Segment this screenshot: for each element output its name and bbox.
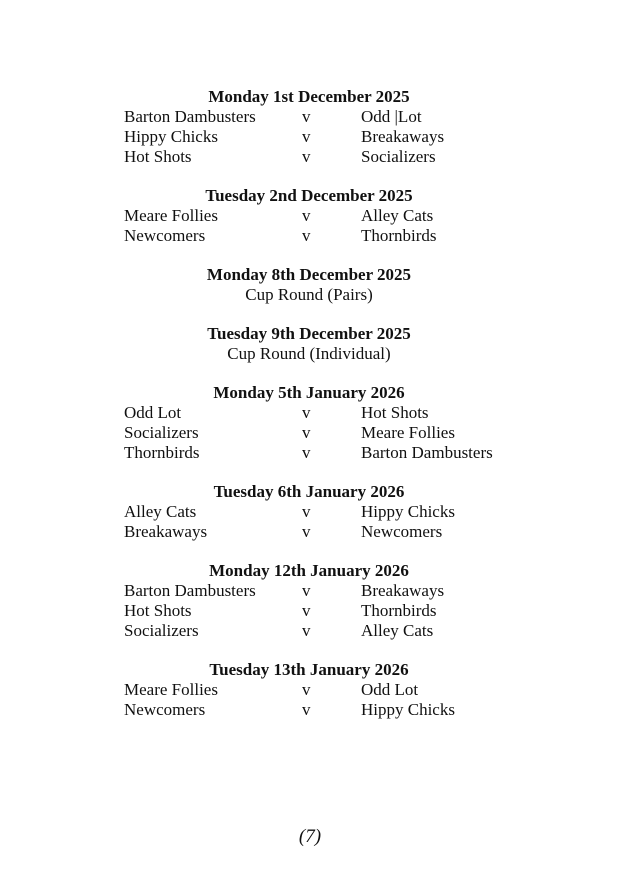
versus-label: v <box>302 700 311 719</box>
fixture-row <box>124 502 504 522</box>
home-team: Meare Follies <box>124 680 218 699</box>
fixture-section <box>124 87 504 167</box>
home-team: Hot Shots <box>124 147 192 166</box>
home-team: Meare Follies <box>124 206 218 225</box>
away-team: Breakaways <box>361 127 445 146</box>
home-team: Hot Shots <box>124 601 192 620</box>
away-team: Breakaways <box>361 581 445 600</box>
fixture-row <box>124 522 504 542</box>
versus-label: v <box>302 127 311 146</box>
versus-label: v <box>302 107 311 126</box>
away-team: Hippy Chicks <box>361 502 455 521</box>
fixture-section <box>124 324 504 364</box>
away-team: Meare Follies <box>361 423 455 442</box>
versus-label: v <box>302 443 311 462</box>
fixture-date-heading: Monday 5th January 2026 <box>213 383 405 402</box>
fixture-row <box>124 147 504 167</box>
away-team: Alley Cats <box>361 621 434 640</box>
away-team: Odd Lot <box>361 680 419 699</box>
home-team: Barton Dambusters <box>124 581 256 600</box>
fixture-date-heading: Monday 1st December 2025 <box>208 87 410 106</box>
away-team: Odd |Lot <box>361 107 422 126</box>
versus-label: v <box>302 206 311 225</box>
fixture-row <box>124 621 504 641</box>
fixture-row <box>124 443 504 463</box>
home-team: Barton Dambusters <box>124 107 256 126</box>
away-team: Socializers <box>361 147 436 166</box>
home-team: Thornbirds <box>124 443 200 462</box>
fixture-date-heading: Tuesday 2nd December 2025 <box>205 186 413 205</box>
fixture-date-heading: Tuesday 13th January 2026 <box>209 660 409 679</box>
fixture-row <box>124 680 504 700</box>
versus-label: v <box>302 502 311 521</box>
fixture-section <box>124 383 504 463</box>
versus-label: v <box>302 601 311 620</box>
fixture-section <box>124 482 504 542</box>
away-team: Thornbirds <box>361 226 437 245</box>
cup-round-note: Cup Round (Pairs) <box>245 285 373 304</box>
versus-label: v <box>302 581 311 600</box>
fixture-section <box>124 660 504 720</box>
home-team: Socializers <box>124 621 199 640</box>
away-team: Newcomers <box>361 522 443 541</box>
versus-label: v <box>302 621 311 640</box>
versus-label: v <box>302 226 311 245</box>
away-team: Barton Dambusters <box>361 443 493 462</box>
away-team: Alley Cats <box>361 206 434 225</box>
fixture-row <box>124 206 504 226</box>
away-team: Hippy Chicks <box>361 700 455 719</box>
fixture-row <box>124 107 504 127</box>
home-team: Alley Cats <box>124 502 197 521</box>
fixture-date-heading: Tuesday 6th January 2026 <box>213 482 405 501</box>
versus-label: v <box>302 522 311 541</box>
home-team: Odd Lot <box>124 403 182 422</box>
fixture-schedule <box>124 87 504 720</box>
away-team: Hot Shots <box>361 403 429 422</box>
home-team: Socializers <box>124 423 199 442</box>
fixture-date-heading: Tuesday 9th December 2025 <box>207 324 411 343</box>
home-team: Hippy Chicks <box>124 127 218 146</box>
versus-label: v <box>302 423 311 442</box>
fixture-section <box>124 561 504 641</box>
fixture-section <box>124 265 504 305</box>
page-number: (7) <box>298 826 322 847</box>
fixture-row <box>124 403 504 423</box>
fixture-date-heading: Monday 8th December 2025 <box>206 265 412 284</box>
fixture-row <box>124 601 504 621</box>
cup-round-note: Cup Round (Individual) <box>227 344 391 363</box>
fixture-row <box>124 581 504 601</box>
home-team: Breakaways <box>124 522 208 541</box>
fixture-row <box>124 423 504 443</box>
fixture-row <box>124 700 504 720</box>
home-team: Newcomers <box>124 226 206 245</box>
fixture-row <box>124 226 504 246</box>
versus-label: v <box>302 680 311 699</box>
fixture-row <box>124 127 504 147</box>
versus-label: v <box>302 403 311 422</box>
fixture-date-heading: Monday 12th January 2026 <box>209 561 409 580</box>
away-team: Thornbirds <box>361 601 437 620</box>
home-team: Newcomers <box>124 700 206 719</box>
versus-label: v <box>302 147 311 166</box>
fixture-section <box>124 186 504 246</box>
